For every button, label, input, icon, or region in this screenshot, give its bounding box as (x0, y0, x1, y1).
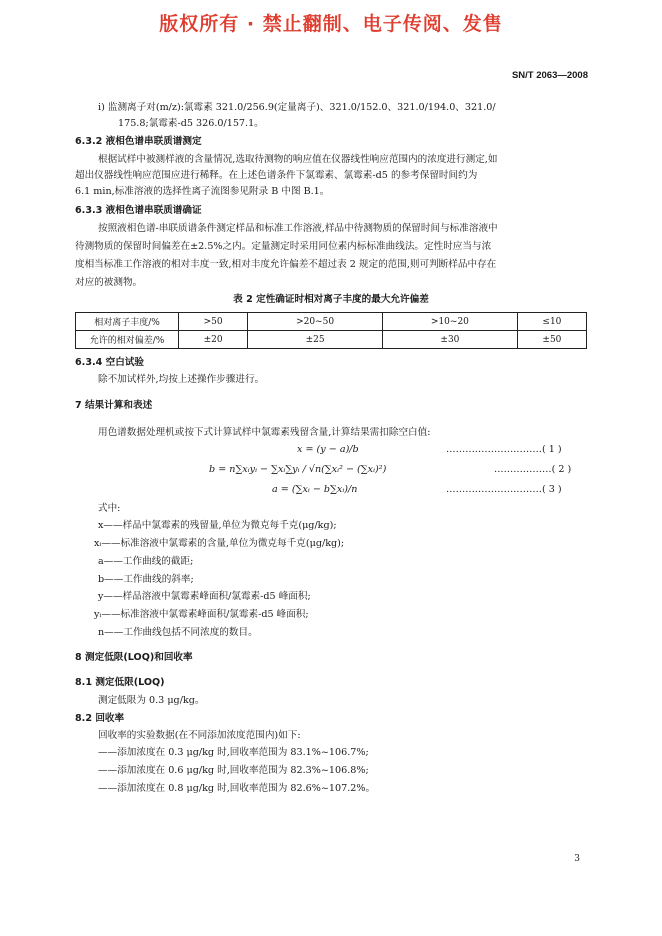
definition-item: xᵢ——标准溶液中氯霉素的含量,单位为微克每千克(μg/kg); (94, 538, 345, 549)
table-cell: ±20 (179, 331, 248, 349)
page-number: 3 (574, 854, 580, 864)
definition-item: a——工作曲线的截距; (98, 556, 194, 567)
table-row (76, 331, 587, 349)
definition-item: yᵢ——标准溶液中氯霉素峰面积/氯霉素-d5 峰面积; (94, 609, 309, 620)
s632-line: 根据试样中被测样液的含量情况,选取待测物的响应值在仪器线性响应范围内的浓度进行测定,如 (98, 154, 498, 165)
recovery-item: ——添加浓度在 0.6 μg/kg 时,回收率范围为 82.3%~106.8%; (98, 765, 369, 776)
recovery-item: ——添加浓度在 0.3 μg/kg 时,回收率范围为 83.1%~106.7%; (98, 747, 369, 758)
table-2 (75, 312, 587, 349)
s81-text: 测定低限为 0.3 μg/kg。 (98, 695, 205, 706)
s632-line: 超出仪器线性响应范围应进行稀释。在上述色谱条件下氯霉素、氯霉素-d5 的参考保留时间约为 (75, 170, 478, 181)
table-cell: ≤10 (517, 313, 586, 331)
section-8-2-heading: 8.2 回收率 (75, 713, 125, 724)
equation-2: b = n∑xᵢyᵢ − ∑xᵢ∑yᵢ / √n(∑xᵢ² − (∑xᵢ)²) (209, 464, 387, 475)
s633-line: 待测物质的保留时间偏差在±2.5%之内。定量测定时采用同位素内标标准曲线法。定性时应当与浓 (75, 241, 492, 252)
s7-intro: 用色谱数据处理机或按下式计算试样中氯霉素残留含量,计算结果需扣除空白值: (98, 427, 431, 438)
table-row (76, 313, 587, 331)
section-7-heading: 7 结果计算和表述 (75, 400, 153, 411)
table-cell: 相对离子丰度/% (76, 313, 179, 331)
section-6-3-3-heading: 6.3.3 液相色谱串联质谱确证 (75, 205, 202, 216)
item-i-line1: i) 监测离子对(m/z):氯霉素 321.0/256.9(定量离子)、321.0/152.0、321.0/194.0、321.0/ (98, 102, 496, 113)
table-cell: 允许的相对偏差/% (76, 331, 179, 349)
section-8-heading: 8 测定低限(LOQ)和回收率 (75, 652, 193, 663)
definition-item: x——样品中氯霉素的残留量,单位为微克每千克(μg/kg); (98, 520, 337, 531)
equation-2-number: ………………( 2 ) (494, 464, 572, 475)
table-cell: ±25 (248, 331, 383, 349)
definition-item: n——工作曲线包括不同浓度的数目。 (98, 627, 258, 638)
s633-line: 对应的被测物。 (75, 277, 143, 288)
equation-1-number: …………………………( 1 ) (446, 444, 562, 455)
table-cell: >20~50 (248, 313, 383, 331)
table-cell: >50 (179, 313, 248, 331)
watermark: 版权所有 · 禁止翻制、电子传阅、发售 (159, 13, 503, 35)
recovery-item: ——添加浓度在 0.8 μg/kg 时,回收率范围为 82.6%~107.2%。 (98, 783, 376, 794)
table-2-caption: 表 2 定性确证时相对离子丰度的最大允许偏差 (233, 294, 429, 305)
table-cell: >10~20 (382, 313, 517, 331)
s634-text: 除不加试样外,均按上述操作步骤进行。 (98, 374, 265, 385)
equation-3-number: …………………………( 3 ) (446, 484, 562, 495)
item-i-line2: 175.8;氯霉素-d5 326.0/157.1。 (118, 118, 264, 129)
equation-1: x = (y − a)/b (297, 444, 359, 455)
s633-line: 度相当标准工作溶液的相对丰度一致,相对丰度允许偏差不超过表 2 规定的范围,则可判断样品中存在 (75, 259, 497, 270)
section-6-3-4-heading: 6.3.4 空白试验 (75, 357, 145, 368)
definition-item: y——样品溶液中氯霉素峰面积/氯霉素-d5 峰面积; (98, 591, 311, 602)
table-cell: ±30 (382, 331, 517, 349)
table-cell: ±50 (517, 331, 586, 349)
s633-line: 按照液相色谱-串联质谱条件测定样品和标准工作溶液,样品中待测物质的保留时间与标准溶液中 (98, 223, 498, 234)
s82-intro: 回收率的实验数据(在不同添加浓度范围内)如下: (98, 730, 301, 741)
section-8-1-heading: 8.1 测定低限(LOQ) (75, 677, 165, 688)
definition-item: b——工作曲线的斜率; (98, 574, 194, 585)
s632-line: 6.1 min,标准溶液的选择性离子流图参见附录 B 中图 B.1。 (75, 186, 330, 197)
standard-number: SN/T 2063—2008 (511, 70, 588, 81)
where-label: 式中: (98, 503, 121, 514)
section-6-3-2-heading: 6.3.2 液相色谱串联质谱测定 (75, 136, 202, 147)
equation-3: a = (∑xᵢ − b∑xᵢ)/n (272, 484, 358, 495)
